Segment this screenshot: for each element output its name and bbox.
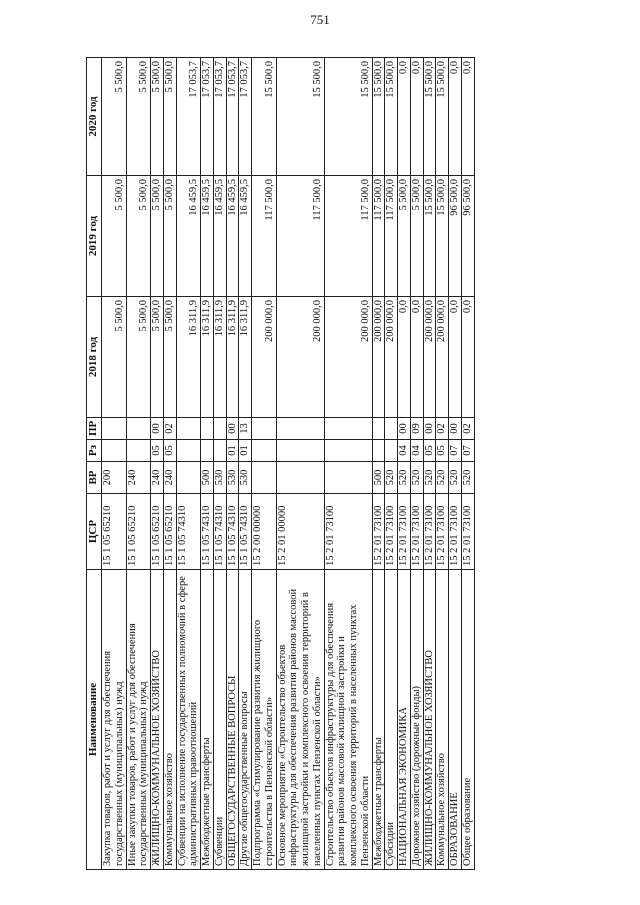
row-vr xyxy=(176,462,201,494)
table-row xyxy=(410,58,423,870)
row-csr: 15 2 01 73100 xyxy=(461,494,474,570)
row-name: Коммунальное хозяйство xyxy=(436,570,449,870)
row-rz: 01 xyxy=(226,440,239,462)
row-csr: 15 2 01 73100 xyxy=(449,494,462,570)
budget-table xyxy=(86,57,475,870)
row-value-2020: 17 053,7 xyxy=(176,58,201,176)
row-name: Другие общегосударственные вопросы xyxy=(239,570,252,870)
table-row xyxy=(226,58,239,870)
row-value-2020: 15 500,0 xyxy=(252,58,277,176)
row-pr: 00 xyxy=(151,418,164,440)
row-pr: 02 xyxy=(163,418,176,440)
header-vr: ВР xyxy=(87,462,102,494)
row-value-2018: 0,0 xyxy=(449,297,462,418)
row-name: Закупка товаров, работ и услуг для обеспечения государственных (муниципальных) нужд xyxy=(102,570,127,870)
row-csr: 15 1 05 74310 xyxy=(176,494,201,570)
table-body xyxy=(102,58,475,870)
row-name: Строительство объектов инфраструктуры для обеспечения развития районов массовой жилищной застройки и комплексного освоения территорий в населенных пунктах Пензенской области xyxy=(324,570,372,870)
row-rz: 07 xyxy=(461,440,474,462)
row-pr xyxy=(213,418,226,440)
table-row xyxy=(461,58,474,870)
row-name: Субсидии xyxy=(385,570,398,870)
row-vr: 520 xyxy=(398,462,411,494)
row-value-2020: 0,0 xyxy=(398,58,411,176)
row-rz xyxy=(213,440,226,462)
row-value-2019: 5 500,0 xyxy=(102,176,127,297)
row-csr: 15 2 01 73100 xyxy=(436,494,449,570)
row-value-2018: 200 000,0 xyxy=(385,297,398,418)
row-pr xyxy=(102,418,127,440)
row-vr: 520 xyxy=(461,462,474,494)
row-value-2019: 15 500,0 xyxy=(436,176,449,297)
row-value-2019: 5 500,0 xyxy=(410,176,423,297)
table-row xyxy=(276,58,324,870)
row-name: Межбюджетные трансферты xyxy=(372,570,385,870)
row-vr: 240 xyxy=(163,462,176,494)
row-value-2019: 117 500,0 xyxy=(252,176,277,297)
header-name: Наименование xyxy=(87,570,102,870)
row-name: ЖИЛИЩНО-КОММУНАЛЬНОЕ ХОЗЯЙСТВО xyxy=(151,570,164,870)
row-vr: 520 xyxy=(449,462,462,494)
row-vr: 520 xyxy=(423,462,436,494)
row-rz xyxy=(324,440,372,462)
row-pr xyxy=(252,418,277,440)
row-value-2018: 200 000,0 xyxy=(276,297,324,418)
table-row xyxy=(201,58,214,870)
row-value-2018: 200 000,0 xyxy=(372,297,385,418)
table-row xyxy=(372,58,385,870)
row-csr: 15 1 05 65210 xyxy=(151,494,164,570)
row-name: Дорожное хозяйство (дорожные фонды) xyxy=(410,570,423,870)
row-csr: 15 1 05 74310 xyxy=(239,494,252,570)
row-rz: 04 xyxy=(410,440,423,462)
header-2018: 2018 год xyxy=(87,297,102,418)
row-pr: 00 xyxy=(449,418,462,440)
table-row xyxy=(252,58,277,870)
row-value-2018: 16 311,9 xyxy=(226,297,239,418)
row-pr xyxy=(385,418,398,440)
row-vr xyxy=(276,462,324,494)
row-pr: 02 xyxy=(436,418,449,440)
row-vr: 520 xyxy=(436,462,449,494)
row-value-2020: 15 500,0 xyxy=(324,58,372,176)
row-rz: 04 xyxy=(398,440,411,462)
row-value-2018: 5 500,0 xyxy=(126,297,151,418)
row-value-2019: 96 500,0 xyxy=(449,176,462,297)
row-value-2019: 5 500,0 xyxy=(126,176,151,297)
row-rz: 05 xyxy=(163,440,176,462)
row-rz: 05 xyxy=(436,440,449,462)
table-row xyxy=(102,58,127,870)
row-value-2020: 17 053,7 xyxy=(239,58,252,176)
row-pr xyxy=(372,418,385,440)
row-value-2018: 200 000,0 xyxy=(423,297,436,418)
row-value-2019: 16 459,5 xyxy=(201,176,214,297)
row-pr xyxy=(201,418,214,440)
rotated-table-container xyxy=(86,58,556,870)
row-pr xyxy=(276,418,324,440)
row-name: Иные закупки товаров, работ и услуг для обеспечения государственных (муниципальных) нужд xyxy=(126,570,151,870)
header-2020: 2020 год xyxy=(87,58,102,176)
table-row xyxy=(151,58,164,870)
table-row xyxy=(239,58,252,870)
row-pr xyxy=(176,418,201,440)
row-vr: 520 xyxy=(385,462,398,494)
row-value-2020: 15 500,0 xyxy=(436,58,449,176)
row-vr: 530 xyxy=(226,462,239,494)
row-value-2020: 0,0 xyxy=(410,58,423,176)
row-value-2019: 16 459,5 xyxy=(239,176,252,297)
row-value-2018: 0,0 xyxy=(398,297,411,418)
row-csr: 15 1 05 65210 xyxy=(126,494,151,570)
row-value-2019: 117 500,0 xyxy=(372,176,385,297)
row-value-2019: 5 500,0 xyxy=(151,176,164,297)
row-vr xyxy=(252,462,277,494)
row-rz xyxy=(372,440,385,462)
row-name: Межбюджетные трансферты xyxy=(201,570,214,870)
row-value-2018: 5 500,0 xyxy=(151,297,164,418)
row-value-2019: 117 500,0 xyxy=(385,176,398,297)
row-rz xyxy=(385,440,398,462)
row-csr: 15 2 01 73100 xyxy=(398,494,411,570)
row-value-2018: 5 500,0 xyxy=(163,297,176,418)
row-vr: 240 xyxy=(151,462,164,494)
row-value-2018: 16 311,9 xyxy=(239,297,252,418)
row-rz: 01 xyxy=(239,440,252,462)
table-header-row xyxy=(87,58,102,870)
header-2019: 2019 год xyxy=(87,176,102,297)
row-name: Подпрограмма «Стимулирование развития жилищного строительства в Пензенской области» xyxy=(252,570,277,870)
row-csr: 15 1 05 65210 xyxy=(163,494,176,570)
row-value-2019: 16 459,5 xyxy=(226,176,239,297)
table-row xyxy=(163,58,176,870)
row-pr xyxy=(324,418,372,440)
table-row xyxy=(385,58,398,870)
row-value-2020: 15 500,0 xyxy=(276,58,324,176)
table-row xyxy=(398,58,411,870)
row-pr: 00 xyxy=(423,418,436,440)
table-row xyxy=(449,58,462,870)
row-pr: 13 xyxy=(239,418,252,440)
row-csr: 15 1 05 74310 xyxy=(226,494,239,570)
row-value-2019: 16 459,5 xyxy=(213,176,226,297)
row-name: Коммунальное хозяйство xyxy=(163,570,176,870)
row-rz xyxy=(126,440,151,462)
header-pr: ПР xyxy=(87,418,102,440)
row-rz: 05 xyxy=(151,440,164,462)
row-value-2020: 5 500,0 xyxy=(126,58,151,176)
table-row xyxy=(213,58,226,870)
row-rz xyxy=(276,440,324,462)
row-value-2018: 16 311,9 xyxy=(176,297,201,418)
row-pr: 00 xyxy=(398,418,411,440)
row-rz: 07 xyxy=(449,440,462,462)
row-vr: 500 xyxy=(201,462,214,494)
row-vr: 520 xyxy=(410,462,423,494)
row-name: Основное мероприятие «Строительство объектов инфраструктуры для обеспечения развития районов массовой жилищной застройки и комплексного освоения территорий в населенных пунктах Пензенской области» xyxy=(276,570,324,870)
row-value-2020: 5 500,0 xyxy=(151,58,164,176)
row-pr: 00 xyxy=(226,418,239,440)
row-csr: 15 1 05 74310 xyxy=(213,494,226,570)
row-vr xyxy=(324,462,372,494)
row-rz xyxy=(252,440,277,462)
row-vr: 500 xyxy=(372,462,385,494)
header-csr: ЦСР xyxy=(87,494,102,570)
row-vr: 530 xyxy=(213,462,226,494)
row-csr: 15 1 05 65210 xyxy=(102,494,127,570)
row-value-2019: 15 500,0 xyxy=(423,176,436,297)
row-csr: 15 2 01 73100 xyxy=(324,494,372,570)
row-csr: 15 2 01 73100 xyxy=(423,494,436,570)
header-rz: Рз xyxy=(87,440,102,462)
row-vr: 530 xyxy=(239,462,252,494)
row-value-2019: 117 500,0 xyxy=(324,176,372,297)
row-value-2019: 117 500,0 xyxy=(276,176,324,297)
row-csr: 15 2 01 73100 xyxy=(385,494,398,570)
row-csr: 15 2 01 00000 xyxy=(276,494,324,570)
row-value-2020: 17 053,7 xyxy=(201,58,214,176)
row-csr: 15 2 00 00000 xyxy=(252,494,277,570)
row-value-2019: 5 500,0 xyxy=(398,176,411,297)
row-name: НАЦИОНАЛЬНАЯ ЭКОНОМИКА xyxy=(398,570,411,870)
row-rz: 05 xyxy=(423,440,436,462)
row-value-2020: 15 500,0 xyxy=(385,58,398,176)
row-rz xyxy=(201,440,214,462)
row-value-2018: 200 000,0 xyxy=(324,297,372,418)
row-vr: 240 xyxy=(126,462,151,494)
row-value-2020: 17 053,7 xyxy=(213,58,226,176)
row-name: Субвенции на исполнение государственных полномочий в сфере административных правоотношений xyxy=(176,570,201,870)
row-value-2020: 17 053,7 xyxy=(226,58,239,176)
row-value-2019: 5 500,0 xyxy=(163,176,176,297)
row-csr: 15 1 05 74310 xyxy=(201,494,214,570)
row-name: ОБЩЕГОСУДАРСТВЕННЫЕ ВОПРОСЫ xyxy=(226,570,239,870)
row-value-2018: 200 000,0 xyxy=(252,297,277,418)
row-value-2018: 0,0 xyxy=(461,297,474,418)
row-value-2018: 200 000,0 xyxy=(436,297,449,418)
table-row xyxy=(324,58,372,870)
table-row xyxy=(436,58,449,870)
row-value-2020: 5 500,0 xyxy=(163,58,176,176)
row-name: ОБРАЗОВАНИЕ xyxy=(449,570,462,870)
row-value-2020: 15 500,0 xyxy=(372,58,385,176)
row-pr: 09 xyxy=(410,418,423,440)
row-rz xyxy=(176,440,201,462)
row-csr: 15 2 01 73100 xyxy=(410,494,423,570)
row-value-2018: 0,0 xyxy=(410,297,423,418)
table-row xyxy=(126,58,151,870)
row-name: Субвенции xyxy=(213,570,226,870)
row-value-2019: 96 500,0 xyxy=(461,176,474,297)
row-value-2020: 15 500,0 xyxy=(423,58,436,176)
table-row xyxy=(423,58,436,870)
row-value-2020: 0,0 xyxy=(461,58,474,176)
table-row xyxy=(176,58,201,870)
row-pr: 02 xyxy=(461,418,474,440)
row-value-2018: 5 500,0 xyxy=(102,297,127,418)
row-vr: 200 xyxy=(102,462,127,494)
row-value-2020: 5 500,0 xyxy=(102,58,127,176)
row-name: ЖИЛИЩНО-КОММУНАЛЬНОЕ ХОЗЯЙСТВО xyxy=(423,570,436,870)
row-pr xyxy=(126,418,151,440)
row-csr: 15 2 01 73100 xyxy=(372,494,385,570)
row-value-2020: 0,0 xyxy=(449,58,462,176)
row-value-2019: 16 459,5 xyxy=(176,176,201,297)
row-value-2018: 16 311,9 xyxy=(213,297,226,418)
row-value-2018: 16 311,9 xyxy=(201,297,214,418)
row-rz xyxy=(102,440,127,462)
page-number: 751 xyxy=(310,12,330,27)
row-name: Общее образование xyxy=(461,570,474,870)
